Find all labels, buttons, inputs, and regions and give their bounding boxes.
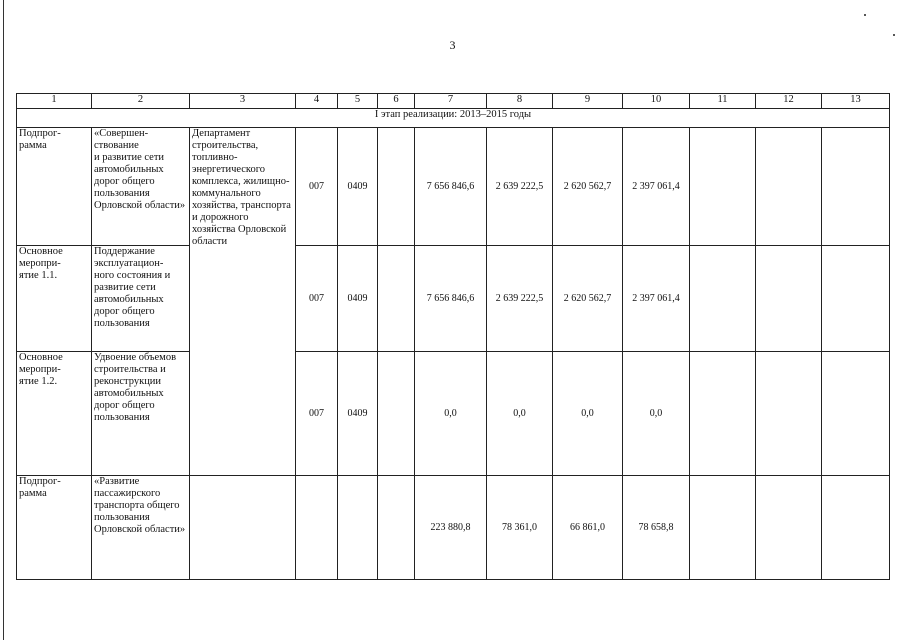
cell-c12 xyxy=(756,352,822,476)
table-row xyxy=(17,128,890,246)
header-cell: 7 xyxy=(415,94,487,109)
cell-c5: 0409 xyxy=(338,352,378,476)
cell-c7: 7 656 846,6 xyxy=(415,246,487,352)
cell-c8: 78 361,0 xyxy=(487,476,553,580)
header-cell: 1 xyxy=(17,94,92,109)
cell-c4: 007 xyxy=(296,352,338,476)
row-status-text: Основное меропри- ятие 1.1. xyxy=(19,246,63,281)
cell-c7: 0,0 xyxy=(415,352,487,476)
row-name xyxy=(92,352,190,476)
row-status xyxy=(17,128,92,246)
cell-c4 xyxy=(296,476,338,580)
cell-c9: 0,0 xyxy=(553,352,623,476)
cell-c7: 223 880,8 xyxy=(415,476,487,580)
row-status xyxy=(17,352,92,476)
row-status-text: Подпрог- рамма xyxy=(19,128,61,151)
header-cell: 3 xyxy=(190,94,296,109)
row-name xyxy=(92,128,190,246)
cell-c10: 2 397 061,4 xyxy=(623,128,690,246)
cell-c13 xyxy=(822,476,890,580)
cell-c10: 0,0 xyxy=(623,352,690,476)
row-name-text: Поддержание эксплуатацион- ного состояния и развитие сети автомобильных дорог общего пользования xyxy=(94,246,171,329)
cell-c11 xyxy=(690,246,756,352)
cell-c10: 78 658,8 xyxy=(623,476,690,580)
row-status-text: Подпрог- рамма xyxy=(19,476,61,499)
cell-c4: 007 xyxy=(296,246,338,352)
cell-c4: 007 xyxy=(296,128,338,246)
cell-c8: 0,0 xyxy=(487,352,553,476)
page-number: 3 xyxy=(449,38,456,52)
row-status xyxy=(17,476,92,580)
cell-c13 xyxy=(822,352,890,476)
program-table xyxy=(16,93,890,580)
cell-c13 xyxy=(822,246,890,352)
row-name-text: «Развитие пассажирского транспорта общего пользования Орловской области» xyxy=(94,476,186,535)
cell-c9: 2 620 562,7 xyxy=(553,246,623,352)
header-cell: 8 xyxy=(487,94,553,109)
cell-c5 xyxy=(338,476,378,580)
stage-row xyxy=(17,109,890,128)
table-row xyxy=(17,352,890,476)
table-row xyxy=(17,476,890,580)
header-row xyxy=(17,94,890,109)
header-cell: 11 xyxy=(690,94,756,109)
cell-c6 xyxy=(378,476,415,580)
cell-c9: 66 861,0 xyxy=(553,476,623,580)
cell-c6 xyxy=(378,246,415,352)
cell-c10: 2 397 061,4 xyxy=(623,246,690,352)
cell-c7: 7 656 846,6 xyxy=(415,128,487,246)
cell-c12 xyxy=(756,246,822,352)
scan-speck xyxy=(864,14,866,16)
header-cell: 6 xyxy=(378,94,415,109)
responsible-executor-text: Департамент строительства, топливно-энергетического комплекса, жилищно-коммунального хозяйства, транспорта и дорожного хозяйства Орловской области xyxy=(192,128,291,247)
row-name-text: «Совершен- ствование и развитие сети автомобильных дорог общего пользования Орловской области» xyxy=(94,128,186,211)
cell-c5: 0409 xyxy=(338,128,378,246)
row-name xyxy=(92,246,190,352)
scan-speck xyxy=(893,34,895,36)
cell-c11 xyxy=(690,128,756,246)
header-cell: 4 xyxy=(296,94,338,109)
cell-c5: 0409 xyxy=(338,246,378,352)
cell-c9: 2 620 562,7 xyxy=(553,128,623,246)
header-cell: 5 xyxy=(338,94,378,109)
cell-c8: 2 639 222,5 xyxy=(487,246,553,352)
cell-c6 xyxy=(378,128,415,246)
cell-c12 xyxy=(756,476,822,580)
cell-c12 xyxy=(756,128,822,246)
header-cell: 9 xyxy=(553,94,623,109)
header-cell: 2 xyxy=(92,94,190,109)
row-status-text: Основное меропри- ятие 1.2. xyxy=(19,352,63,387)
header-cell: 12 xyxy=(756,94,822,109)
cell-c11 xyxy=(690,476,756,580)
responsible-executor-continued xyxy=(190,476,296,580)
header-cell: 13 xyxy=(822,94,890,109)
cell-c11 xyxy=(690,352,756,476)
responsible-executor xyxy=(190,128,296,476)
cell-c8: 2 639 222,5 xyxy=(487,128,553,246)
header-cell: 10 xyxy=(623,94,690,109)
table-row xyxy=(17,246,890,352)
stage-title: I этап реализации: 2013–2015 годы xyxy=(17,109,890,128)
row-status xyxy=(17,246,92,352)
row-name xyxy=(92,476,190,580)
cell-c13 xyxy=(822,128,890,246)
page-edge-line xyxy=(3,0,4,640)
row-name-text: Удвоение объемов строительства и реконструкции автомобильных дорог общего пользования xyxy=(94,352,177,423)
cell-c6 xyxy=(378,352,415,476)
